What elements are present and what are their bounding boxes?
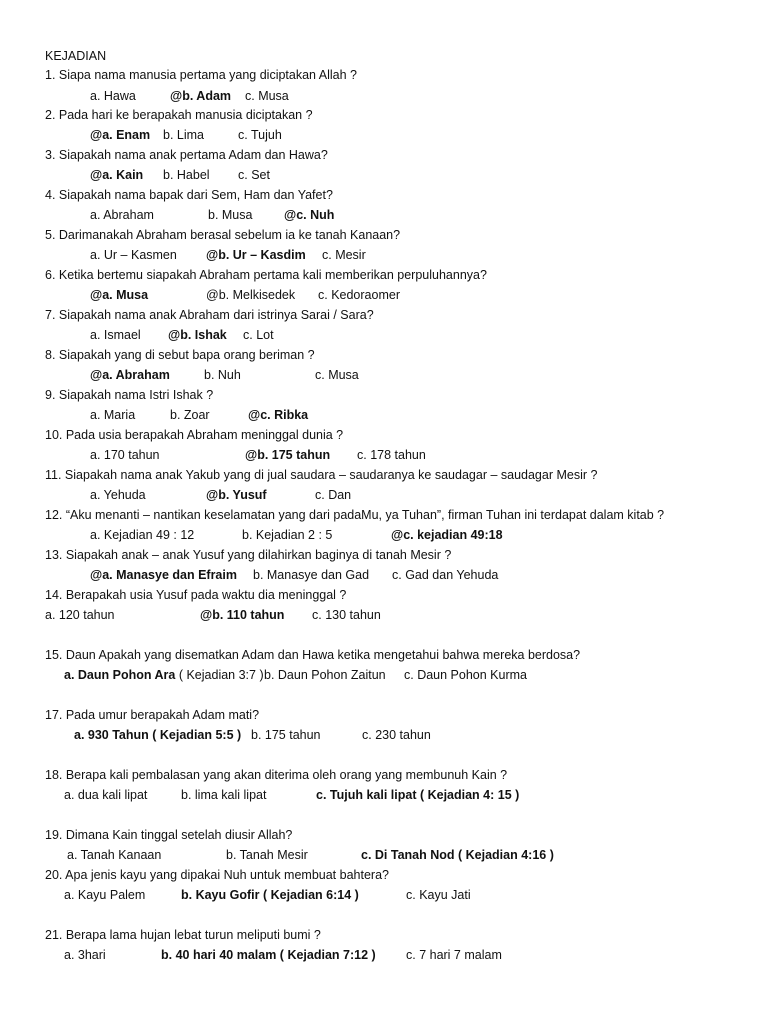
answer-option-a: @a. Abraham bbox=[90, 368, 170, 382]
answer-option-c: c. Mesir bbox=[322, 248, 366, 262]
question-7: 7. Siapakah nama anak Abraham dari istrinya Sarai / Sara? bbox=[45, 308, 374, 322]
answer-option-b: b. Habel bbox=[163, 168, 210, 182]
answer-option-c: c. Kayu Jati bbox=[406, 888, 471, 902]
answer-option-b: b. Musa bbox=[208, 208, 253, 222]
question-19: 19. Dimana Kain tinggal setelah diusir Allah? bbox=[45, 828, 293, 842]
answer-option-b: b. lima kali lipat bbox=[181, 788, 267, 802]
answer-option-a: @a. Musa bbox=[90, 288, 149, 302]
answer-option-a: a. Maria bbox=[90, 408, 136, 422]
question-18: 18. Berapa kali pembalasan yang akan diterima oleh orang yang membunuh Kain ? bbox=[45, 768, 508, 782]
answer-option-a bbox=[64, 667, 264, 683]
answer-option-b: b. Daun Pohon Zaitun bbox=[264, 668, 386, 682]
answer-option-a: @a. Manasye dan Efraim bbox=[90, 568, 237, 582]
answer-option-a-reference: ( Kejadian 3:7 ) bbox=[175, 668, 264, 682]
question-3: 3. Siapakah nama anak pertama Adam dan Hawa? bbox=[45, 148, 328, 162]
answer-option-b: b. Manasye dan Gad bbox=[253, 568, 370, 582]
question-6: 6. Ketika bertemu siapakah Abraham pertama kali memberikan perpuluhannya? bbox=[45, 268, 487, 282]
answer-option-b: b. Kayu Gofir ( Kejadian 6:14 ) bbox=[181, 888, 359, 902]
question-9: 9. Siapakah nama Istri Ishak ? bbox=[45, 388, 214, 402]
answer-option-a: a. 3hari bbox=[64, 948, 106, 962]
question-13: 13. Siapakah anak – anak Yusuf yang dilahirkan baginya di tanah Mesir ? bbox=[45, 548, 452, 562]
answer-option-c: c. Musa bbox=[315, 368, 359, 382]
answer-option-c: c. 7 hari 7 malam bbox=[406, 948, 502, 962]
answer-option-a: a. Ismael bbox=[90, 328, 141, 342]
answer-option-b: @b. 175 tahun bbox=[245, 448, 331, 462]
answer-option-a: a. dua kali lipat bbox=[64, 788, 148, 802]
answer-option-a: a. Yehuda bbox=[90, 488, 146, 502]
question-12: 12. “Aku menanti – nantikan keselamatan yang dari padaMu, ya Tuhan”, firman Tuhan ini terdapat dalam kitab ? bbox=[45, 508, 665, 522]
answer-option-c: c. Di Tanah Nod ( Kejadian 4:16 ) bbox=[361, 848, 554, 862]
answer-option-c: c. 130 tahun bbox=[312, 608, 381, 622]
answer-option-c: @c. Nuh bbox=[284, 208, 335, 222]
answer-option-a: a. 930 Tahun ( Kejadian 5:5 ) bbox=[74, 728, 242, 742]
answer-option-c: c. Kedoraomer bbox=[318, 288, 400, 302]
answer-option-a: a. Abraham bbox=[90, 208, 154, 222]
answer-option-c: c. Set bbox=[238, 168, 270, 182]
question-17: 17. Pada umur berapakah Adam mati? bbox=[45, 708, 260, 722]
question-10: 10. Pada usia berapakah Abraham meninggal dunia ? bbox=[45, 428, 344, 442]
question-21: 21. Berapa lama hujan lebat turun meliputi bumi ? bbox=[45, 928, 321, 942]
answer-option-a: a. Kejadian 49 : 12 bbox=[90, 528, 195, 542]
answer-option-c: c. 230 tahun bbox=[362, 728, 431, 742]
answer-option-c: c. 178 tahun bbox=[357, 448, 426, 462]
answer-option-b: b. Zoar bbox=[170, 408, 210, 422]
answer-option-c: c. Musa bbox=[245, 89, 289, 103]
question-14: 14. Berapakah usia Yusuf pada waktu dia meninggal ? bbox=[45, 588, 347, 602]
answer-option-b: @b. Ur – Kasdim bbox=[206, 248, 306, 262]
answer-option-a: a. Ur – Kasmen bbox=[90, 248, 177, 262]
answer-option-c: c. Lot bbox=[243, 328, 274, 342]
answer-option-b: @b. Adam bbox=[170, 89, 232, 103]
answer-option-c: c. Gad dan Yehuda bbox=[392, 568, 499, 582]
answer-option-a: @a. Kain bbox=[90, 168, 144, 182]
answer-option-a: a. 120 tahun bbox=[45, 608, 115, 622]
question-1: 1. Siapa nama manusia pertama yang diciptakan Allah ? bbox=[45, 68, 357, 82]
answer-option-b: @b. 110 tahun bbox=[200, 608, 285, 622]
question-8: 8. Siapakah yang di sebut bapa orang beriman ? bbox=[45, 348, 315, 362]
answer-option-b: @b. Melkisedek bbox=[206, 288, 296, 302]
answer-option-a: a. Kayu Palem bbox=[64, 888, 146, 902]
answer-option-b: @b. Yusuf bbox=[206, 488, 267, 502]
answer-option-b: b. Kejadian 2 : 5 bbox=[242, 528, 333, 542]
answer-option-b: @b. Ishak bbox=[168, 328, 227, 342]
answer-option-b: b. Lima bbox=[163, 128, 204, 142]
answer-option-c: c. Dan bbox=[315, 488, 352, 502]
question-2: 2. Pada hari ke berapakah manusia diciptakan ? bbox=[45, 108, 313, 122]
question-15: 15. Daun Apakah yang disematkan Adam dan Hawa ketika mengetahui bahwa mereka berdosa? bbox=[45, 648, 581, 662]
answer-option-b: b. 175 tahun bbox=[251, 728, 321, 742]
answer-option-a: a. Tanah Kanaan bbox=[67, 848, 162, 862]
answer-option-b: b. 40 hari 40 malam ( Kejadian 7:12 ) bbox=[161, 948, 376, 962]
answer-option-c: c. Tujuh kali lipat ( Kejadian 4: 15 ) bbox=[316, 788, 520, 802]
answer-option-b: b. Nuh bbox=[204, 368, 241, 382]
answer-option-a-label: a. Daun Pohon Ara bbox=[64, 668, 176, 682]
answer-option-a: a. 170 tahun bbox=[90, 448, 160, 462]
document-title: KEJADIAN bbox=[45, 49, 107, 63]
answer-option-a: a. Hawa bbox=[90, 89, 136, 103]
answer-option-c: c. Tujuh bbox=[238, 128, 282, 142]
question-11: 11. Siapakah nama anak Yakub yang di jual saudara – saudaranya ke saudagar – saudagar Mesir ? bbox=[45, 468, 598, 482]
answer-option-c: @c. kejadian 49:18 bbox=[391, 528, 503, 542]
question-4: 4. Siapakah nama bapak dari Sem, Ham dan Yafet? bbox=[45, 188, 333, 202]
answer-option-c: @c. Ribka bbox=[248, 408, 309, 422]
answer-option-a: @a. Enam bbox=[90, 128, 151, 142]
question-20: 20. Apa jenis kayu yang dipakai Nuh untuk membuat bahtera? bbox=[45, 868, 389, 882]
answer-option-c: c. Daun Pohon Kurma bbox=[404, 668, 527, 682]
question-5: 5. Darimanakah Abraham berasal sebelum ia ke tanah Kanaan? bbox=[45, 228, 401, 242]
answer-option-b: b. Tanah Mesir bbox=[226, 848, 308, 862]
